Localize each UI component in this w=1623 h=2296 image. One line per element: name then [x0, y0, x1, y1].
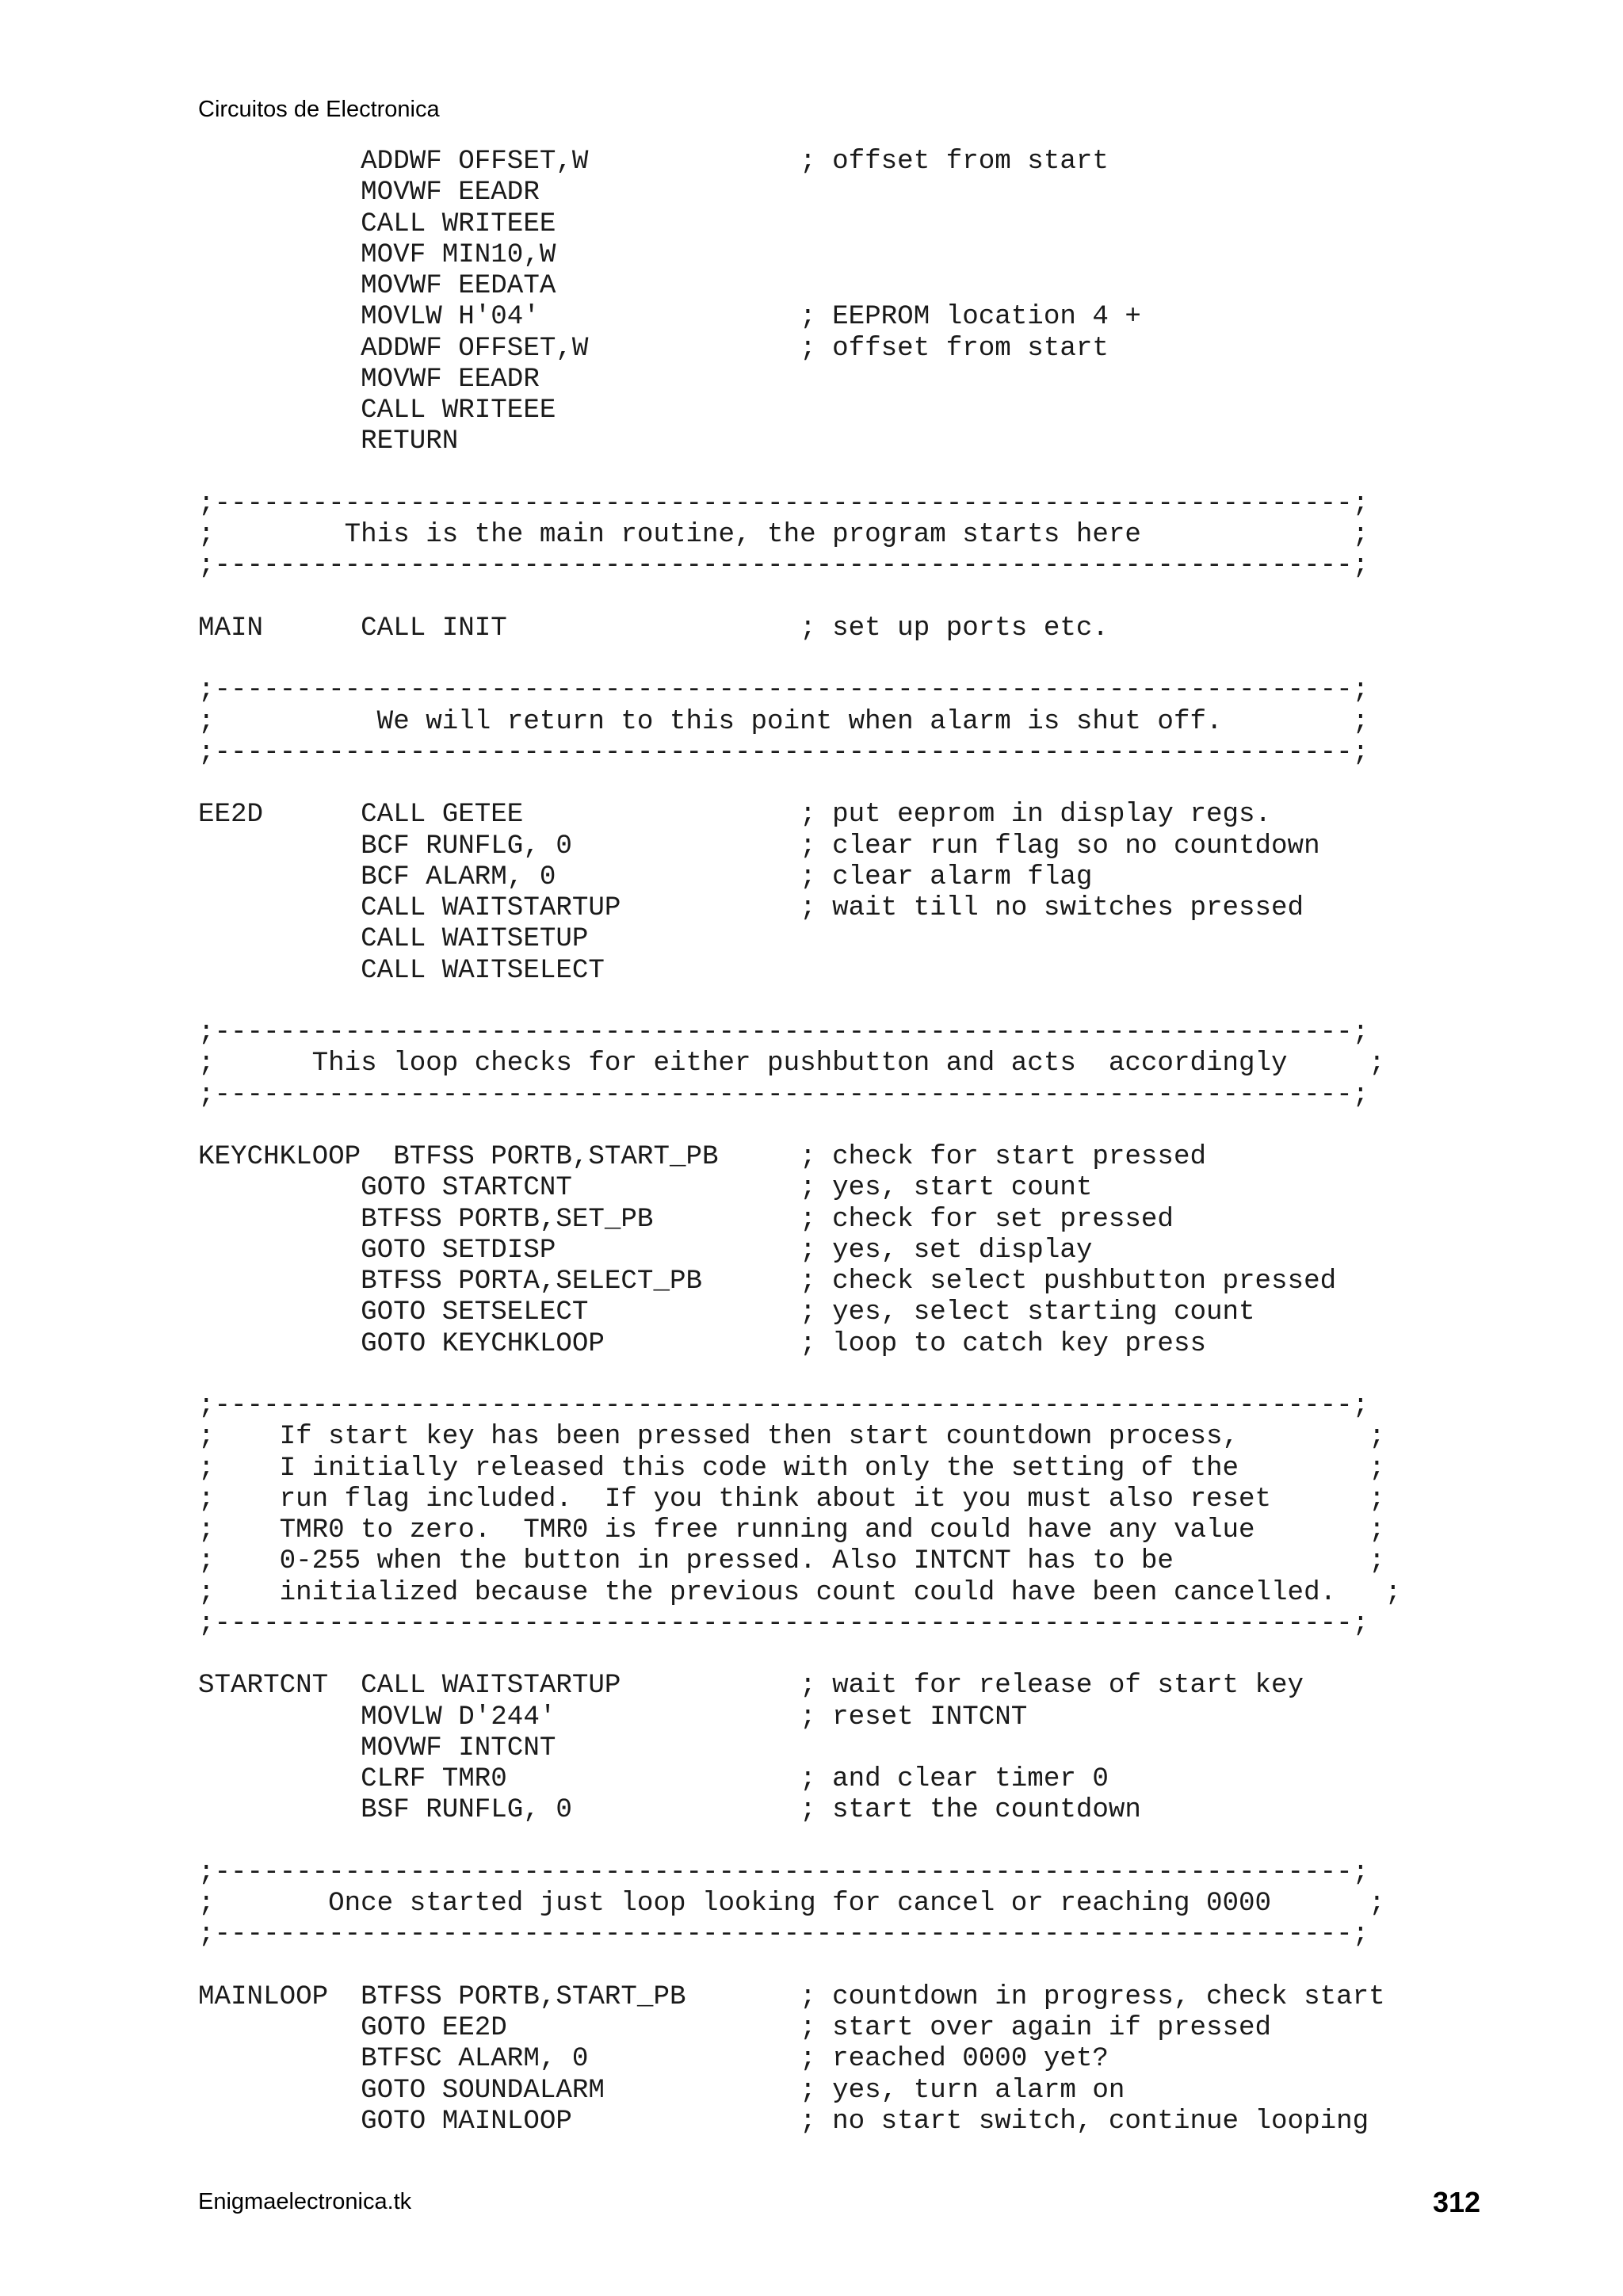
code-line: GOTO SETDISP ; yes, set display — [198, 1235, 1093, 1266]
code-line: GOTO EE2D ; start over again if pressed — [198, 2013, 1272, 2043]
section-comment: ; TMR0 to zero. TMR0 is free running and could have any value ; — [198, 1515, 1385, 1545]
page-number: 312 — [1433, 2186, 1481, 2218]
code-line: CLRF TMR0 ; and clear timer 0 — [198, 1764, 1109, 1794]
code-line: GOTO KEYCHKLOOP ; loop to catch key press — [198, 1328, 1206, 1359]
section-comment: ; Once started just loop looking for cancel or reaching 0000 ; — [198, 1889, 1385, 1919]
code-line: MAINLOOP BTFSS PORTB,START_PB ; countdown in progress, check start — [198, 1981, 1385, 2012]
code-line: MOVLW D'244' ; reset INTCNT — [198, 1702, 1028, 1733]
comment-divider: ;----------------------------------------------------------------------; — [198, 1608, 1369, 1639]
comment-divider: ;----------------------------------------------------------------------; — [198, 551, 1369, 582]
code-line: CALL WAITSELECT — [198, 955, 605, 986]
comment-divider: ;----------------------------------------------------------------------; — [198, 1079, 1369, 1110]
comment-divider: ;----------------------------------------------------------------------; — [198, 675, 1369, 706]
code-line: MAIN CALL INIT ; set up ports etc. — [198, 613, 1109, 644]
blank-line — [198, 1640, 1401, 1671]
code-line: BCF RUNFLG, 0 ; clear run flag so no countdown — [198, 831, 1320, 861]
blank-line — [198, 987, 1401, 1018]
section-comment: ; If start key has been pressed then start countdown process, ; — [198, 1422, 1385, 1453]
code-line: MOVLW H'04' ; EEPROM location 4 + — [198, 302, 1141, 333]
blank-line — [198, 458, 1401, 489]
code-line: GOTO STARTCNT ; yes, start count — [198, 1173, 1093, 1204]
code-line: MOVWF EEADR — [198, 178, 540, 208]
code-line: MOVF MIN10,W — [198, 239, 556, 270]
code-line: GOTO MAINLOOP ; no start switch, continue looping — [198, 2106, 1369, 2137]
comment-divider: ;----------------------------------------------------------------------; — [198, 1857, 1369, 1888]
comment-divider: ;----------------------------------------------------------------------; — [198, 1391, 1369, 1421]
code-line: BTFSS PORTA,SELECT_PB ; check select pushbutton pressed — [198, 1266, 1337, 1297]
blank-line — [198, 1827, 1401, 1858]
code-line: STARTCNT CALL WAITSTARTUP ; wait for release of start key — [198, 1671, 1304, 1702]
comment-divider: ;----------------------------------------------------------------------; — [198, 1920, 1369, 1950]
code-line: CALL WAITSETUP — [198, 924, 589, 955]
code-line: GOTO SETSELECT ; yes, select starting count — [198, 1297, 1255, 1328]
section-comment: ; This is the main routine, the program starts here ; — [198, 520, 1369, 550]
code-line: MOVWF EEADR — [198, 364, 540, 395]
code-line: MOVWF INTCNT — [198, 1733, 556, 1763]
document-header-title: Circuitos de Electronica — [198, 97, 440, 122]
section-comment: ; 0-255 when the button in pressed. Also INTCNT has to be ; — [198, 1546, 1385, 1577]
code-line: MOVWF EEDATA — [198, 271, 556, 301]
section-comment: ; This loop checks for either pushbutton and acts accordingly ; — [198, 1049, 1385, 1079]
blank-line — [198, 769, 1401, 800]
comment-divider: ;----------------------------------------------------------------------; — [198, 737, 1369, 768]
blank-line — [198, 1111, 1401, 1142]
code-line: BSF RUNFLG, 0 ; start the countdown — [198, 1795, 1141, 1826]
blank-line — [198, 1951, 1401, 1982]
code-line: CALL WRITEEE — [198, 395, 556, 426]
blank-line — [198, 644, 1401, 675]
code-line: CALL WAITSTARTUP ; wait till no switches pressed — [198, 893, 1304, 923]
section-comment: ; run flag included. If you think about it you must also reset ; — [198, 1484, 1385, 1515]
code-line: CALL WRITEEE — [198, 208, 556, 239]
code-line: RETURN — [198, 426, 459, 457]
comment-divider: ;----------------------------------------------------------------------; — [198, 488, 1369, 519]
section-comment: ; initialized because the previous count could have been cancelled. ; — [198, 1577, 1402, 1608]
section-comment: ; I initially released this code with only the setting of the ; — [198, 1453, 1385, 1484]
code-line: KEYCHKLOOP BTFSS PORTB,START_PB ; check for start pressed — [198, 1142, 1206, 1172]
code-line: BTFSC ALARM, 0 ; reached 0000 yet? — [198, 2044, 1109, 2075]
blank-line — [198, 583, 1401, 613]
code-line: ADDWF OFFSET,W ; offset from start — [198, 333, 1109, 364]
code-line: EE2D CALL GETEE ; put eeprom in display regs. — [198, 800, 1272, 831]
code-line: BCF ALARM, 0 ; clear alarm flag — [198, 861, 1093, 892]
comment-divider: ;----------------------------------------------------------------------; — [198, 1018, 1369, 1048]
code-line: BTFSS PORTB,SET_PB ; check for set pressed — [198, 1204, 1174, 1235]
code-line: GOTO SOUNDALARM ; yes, turn alarm on — [198, 2075, 1125, 2106]
blank-line — [198, 1360, 1401, 1391]
footer-site-name: Enigmaelectronica.tk — [198, 2189, 412, 2214]
section-comment: ; We will return to this point when alarm is shut off. ; — [198, 706, 1369, 737]
code-line: ADDWF OFFSET,W ; offset from start — [198, 147, 1109, 177]
assembly-code-listing — [198, 147, 1401, 2137]
